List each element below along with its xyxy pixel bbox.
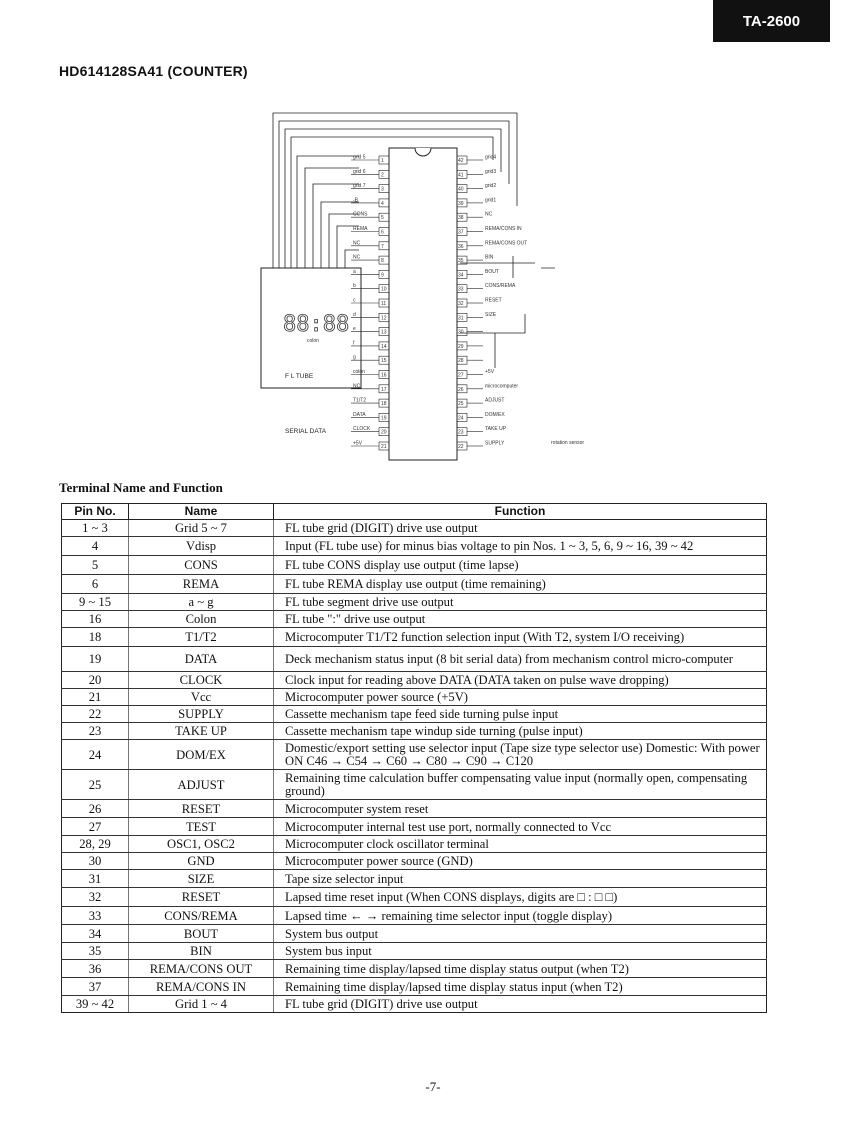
cell-function: FL tube CONS display use output (time lapse) [274, 556, 767, 575]
pin-number: 18 [381, 401, 387, 408]
table-row [62, 818, 767, 836]
cell-name: BOUT [129, 925, 274, 943]
cell-function: Cassette mechanism tape windup side turning (pulse input) [274, 723, 767, 740]
left-pin-2 [351, 169, 389, 179]
pin-label: g [353, 354, 356, 361]
cell-function: Deck mechanism status input (8 bit serial data) from mechanism control micro-computer [274, 647, 767, 672]
pin-number: 25 [458, 401, 464, 408]
right-pin-34 [457, 269, 499, 279]
pin-number: 31 [458, 315, 464, 322]
left-pin-6 [351, 226, 389, 236]
cell-name: BIN [129, 943, 274, 960]
pin-label: -B [353, 197, 358, 204]
cell-name: Colon [129, 611, 274, 628]
cell-function: FL tube segment drive use output [274, 594, 767, 611]
cell-pin-no: 25 [62, 770, 129, 800]
terminal-table [61, 503, 767, 1013]
left-pin-3 [351, 183, 389, 193]
left-pin-18 [351, 398, 389, 408]
cell-pin-no: 22 [62, 706, 129, 723]
pin-label: NC [485, 211, 493, 218]
left-pin-4 [351, 197, 389, 207]
right-pin-23 [457, 426, 507, 436]
table-row [62, 706, 767, 723]
cell-name: Vdisp [129, 537, 274, 556]
pin-number: 37 [458, 229, 464, 236]
pin-label: ADJUST [485, 397, 505, 404]
table-row [62, 556, 767, 575]
pin-label: e [353, 326, 356, 333]
table-row [62, 520, 767, 537]
cell-name: ADJUST [129, 770, 274, 800]
cell-name: DATA [129, 647, 274, 672]
cell-function: System bus output [274, 925, 767, 943]
cell-function: Microcomputer system reset [274, 800, 767, 818]
pin-label: grid 5 [353, 154, 366, 161]
left-pin-9 [351, 269, 389, 279]
fl-tube-digits: 88:88 [283, 312, 350, 337]
pin-label: TAKE UP [485, 426, 507, 433]
left-pin-13 [351, 326, 389, 336]
table-row [62, 853, 767, 870]
cell-function: Tape size selector input [274, 870, 767, 888]
pin-label: grid1 [485, 197, 497, 204]
cell-name: RESET [129, 888, 274, 907]
table-row [62, 870, 767, 888]
cell-pin-no: 34 [62, 925, 129, 943]
pin-label: NC [353, 254, 361, 261]
fl-tube-colon-label: colon [307, 338, 319, 344]
cell-function: Cassette mechanism tape feed side turning pulse input [274, 706, 767, 723]
pin-label: T1/T2 [353, 397, 367, 404]
left-pin-19 [351, 412, 389, 422]
right-pin-22 [457, 441, 505, 451]
cell-name: CONS/REMA [129, 907, 274, 925]
left-pin-11 [351, 298, 389, 308]
table-row [62, 723, 767, 740]
pin-label: grid 7 [353, 183, 366, 190]
rotation-sensor-label: rotation sensor [551, 440, 585, 446]
cell-pin-no: 27 [62, 818, 129, 836]
pin-label: colon [353, 369, 365, 375]
left-pin-21 [351, 441, 389, 451]
table-row [62, 960, 767, 978]
right-pin-42 [457, 155, 496, 165]
pin-label: microcomputer [485, 383, 519, 390]
pin-number: 2 [381, 172, 384, 179]
pin-label: BIN [485, 254, 494, 261]
pin-number: 40 [458, 186, 464, 193]
cell-function: Microcomputer internal test use port, normally connected to Vcc [274, 818, 767, 836]
cell-name: REMA/CONS IN [129, 978, 274, 996]
pin-number: 6 [381, 229, 384, 236]
cell-pin-no: 39 ~ 42 [62, 996, 129, 1013]
pin-label: f [353, 340, 355, 347]
cell-name: SUPPLY [129, 706, 274, 723]
pin-label: grid4 [485, 154, 497, 161]
right-pin-30 [457, 328, 483, 336]
right-pin-37 [457, 226, 522, 236]
right-pin-40 [457, 183, 496, 193]
cell-name: CONS [129, 556, 274, 575]
cell-function: FL tube REMA display use output (time remaining) [274, 575, 767, 594]
right-pin-26 [457, 383, 518, 393]
pin-number: 12 [381, 315, 387, 322]
table-row [62, 647, 767, 672]
table-row [62, 996, 767, 1013]
cell-name: Grid 1 ~ 4 [129, 996, 274, 1013]
pin-number: 4 [381, 200, 384, 207]
pin-number: 7 [381, 243, 384, 250]
cell-function: Microcomputer clock oscillator terminal [274, 836, 767, 853]
table-row [62, 594, 767, 611]
cell-function: Microcomputer T1/T2 function selection input (With T2, system I/O receiving) [274, 628, 767, 647]
pin-label: DATA [353, 411, 366, 418]
table-row [62, 888, 767, 907]
cell-pin-no: 36 [62, 960, 129, 978]
pin-label: c [353, 297, 356, 304]
right-pin-41 [457, 169, 496, 179]
left-pin-14 [351, 340, 389, 350]
left-pin-8 [351, 255, 389, 265]
pin-number: 38 [458, 215, 464, 222]
pin-number: 5 [381, 215, 384, 222]
cell-pin-no: 6 [62, 575, 129, 594]
pin-label: RESET [485, 297, 502, 304]
cell-function: Clock input for reading above DATA (DATA taken on pulse wave dropping) [274, 672, 767, 689]
left-pin-12 [351, 312, 389, 322]
table-row [62, 672, 767, 689]
page-number: -7- [425, 1079, 441, 1094]
table-row [62, 907, 767, 925]
pin-number: 35 [458, 258, 464, 265]
pin-label: d [353, 311, 356, 318]
pin-number: 39 [458, 200, 464, 207]
cell-pin-no: 1 ~ 3 [62, 520, 129, 537]
cell-pin-no: 19 [62, 647, 129, 672]
cell-pin-no: 16 [62, 611, 129, 628]
pin-label: REMA/CONS IN [485, 226, 522, 232]
right-pin-33 [457, 283, 516, 293]
right-pin-27 [457, 369, 495, 379]
pin-number: 20 [381, 429, 387, 436]
cell-function: System bus input [274, 943, 767, 960]
cell-pin-no: 21 [62, 689, 129, 706]
table-row [62, 575, 767, 594]
header-name: Name [129, 504, 274, 520]
cell-name: GND [129, 853, 274, 870]
cell-function: FL tube grid (DIGIT) drive use output [274, 996, 767, 1013]
cell-function: Lapsed time reset input (When CONS displays, digits are □ : □ □) [274, 888, 767, 907]
header-function: Function [274, 504, 767, 520]
cell-pin-no: 9 ~ 15 [62, 594, 129, 611]
pin-number: 28 [458, 358, 464, 365]
table-row [62, 925, 767, 943]
cell-function: FL tube ":" drive use output [274, 611, 767, 628]
right-pin-24 [457, 412, 505, 422]
pin-label: NC [353, 383, 361, 390]
left-pin-17 [351, 383, 389, 393]
cell-pin-no: 20 [62, 672, 129, 689]
table-header-row [62, 504, 767, 520]
right-pin-32 [457, 298, 502, 308]
pin-number: 41 [458, 172, 464, 179]
cell-pin-no: 33 [62, 907, 129, 925]
cell-name: SIZE [129, 870, 274, 888]
pin-number: 17 [381, 386, 387, 393]
model-badge: TA-2600 [713, 0, 830, 42]
pin-number: 8 [381, 258, 384, 265]
left-pin-1 [351, 155, 389, 165]
table-row [62, 628, 767, 647]
pin-number: 30 [458, 329, 464, 336]
cell-function: Input (FL tube use) for minus bias voltage to pin Nos. 1 ~ 3, 5, 6, 9 ~ 16, 39 ~ 42 [274, 537, 767, 556]
pin-label: NC [353, 240, 361, 247]
right-pin-31 [457, 312, 497, 322]
pin-number: 10 [381, 286, 387, 293]
section-title: Terminal Name and Function [59, 480, 223, 495]
right-pin-36 [457, 240, 527, 250]
pin-label: a [353, 268, 356, 275]
table-row [62, 689, 767, 706]
pin-number: 3 [381, 186, 384, 193]
cell-pin-no: 35 [62, 943, 129, 960]
table-row [62, 978, 767, 996]
pin-number: 9 [381, 272, 384, 279]
cell-pin-no: 30 [62, 853, 129, 870]
cell-pin-no: 23 [62, 723, 129, 740]
pin-number: 23 [458, 429, 464, 436]
table-row [62, 770, 767, 800]
cell-pin-no: 24 [62, 740, 129, 770]
pin-number: 16 [381, 372, 387, 379]
cell-function: Remaining time display/lapsed time display status input (when T2) [274, 978, 767, 996]
cell-pin-no: 5 [62, 556, 129, 575]
cell-pin-no: 37 [62, 978, 129, 996]
pin-number: 1 [381, 158, 384, 164]
pin-label: +5V [485, 369, 495, 375]
pin-number: 13 [381, 329, 387, 336]
table-row [62, 611, 767, 628]
cell-pin-no: 26 [62, 800, 129, 818]
pin-label: SUPPLY [485, 440, 505, 447]
page-title: HD614128SA41 (COUNTER) [59, 63, 248, 79]
pin-number: 21 [381, 444, 387, 450]
left-pin-7 [351, 240, 389, 250]
cell-pin-no: 28, 29 [62, 836, 129, 853]
pin-label: grid2 [485, 183, 497, 190]
pin-label: grid3 [485, 168, 497, 175]
table-row [62, 800, 767, 818]
cell-name: OSC1, OSC2 [129, 836, 274, 853]
left-pin-15 [351, 355, 389, 365]
header-pin-no: Pin No. [62, 504, 129, 520]
cell-name: REMA [129, 575, 274, 594]
cell-name: RESET [129, 800, 274, 818]
pin-number: 15 [381, 358, 387, 365]
cell-name: REMA/CONS OUT [129, 960, 274, 978]
pin-number: 33 [458, 286, 464, 293]
left-pin-16 [351, 369, 389, 379]
cell-name: a ~ g [129, 594, 274, 611]
pin-number: 19 [381, 415, 387, 422]
cell-function: Remaining time calculation buffer compensating value input (normally open, compensating ground) [274, 770, 767, 800]
pin-number: 27 [458, 372, 464, 379]
cell-function: Microcomputer power source (GND) [274, 853, 767, 870]
right-pin-25 [457, 398, 504, 408]
cell-function: FL tube grid (DIGIT) drive use output [274, 520, 767, 537]
pin-label: BOUT [485, 268, 499, 275]
right-pin-38 [457, 212, 493, 222]
right-pin-39 [457, 197, 496, 207]
cell-name: TEST [129, 818, 274, 836]
cell-function: Domestic/export setting use selector input (Tape size type selector use) Domestic: With power ON C46 → C54 → C60 → C80 → C90 → C120 [274, 740, 767, 770]
pin-number: 26 [458, 386, 464, 393]
ic-body [389, 148, 457, 460]
pin-number: 24 [458, 415, 464, 422]
cell-pin-no: 4 [62, 537, 129, 556]
pin-number: 42 [458, 158, 464, 164]
pin-number: 14 [381, 343, 387, 350]
pin-label: REMA [353, 226, 368, 232]
cell-name: CLOCK [129, 672, 274, 689]
pin-number: 22 [458, 444, 464, 450]
cell-function: Microcomputer power source (+5V) [274, 689, 767, 706]
right-pin-28 [457, 356, 483, 364]
pin-label: grid 6 [353, 168, 366, 175]
serial-data-label: SERIAL DATA [285, 428, 327, 435]
cell-name: T1/T2 [129, 628, 274, 647]
cell-function: Lapsed time ← → remaining time selector input (toggle display) [274, 907, 767, 925]
left-pin-20 [351, 426, 389, 436]
table-row [62, 943, 767, 960]
cell-name: Vcc [129, 689, 274, 706]
cell-name: TAKE UP [129, 723, 274, 740]
table-row [62, 740, 767, 770]
pin-number: 29 [458, 343, 464, 350]
table-row [62, 836, 767, 853]
pin-label: CLOCK [353, 426, 371, 433]
pin-number: 32 [458, 301, 464, 307]
right-pin-29 [457, 342, 483, 350]
table-row [62, 537, 767, 556]
pin-label: CONS [353, 211, 368, 218]
left-pin-10 [351, 283, 389, 293]
counter-schematic [255, 108, 595, 468]
cell-name: Grid 5 ~ 7 [129, 520, 274, 537]
fl-tube-label: F L TUBE [285, 373, 314, 380]
pin-label: REMA/CONS OUT [485, 240, 528, 247]
pin-number: 11 [381, 301, 387, 307]
pin-label: b [353, 283, 356, 290]
cell-function: Remaining time display/lapsed time display status output (when T2) [274, 960, 767, 978]
pin-number: 34 [458, 272, 464, 279]
pin-label: +5V [353, 440, 363, 447]
cell-pin-no: 18 [62, 628, 129, 647]
left-pin-5 [351, 212, 389, 222]
pin-label: CONS/REMA [485, 283, 516, 290]
cell-pin-no: 32 [62, 888, 129, 907]
pin-label: DOM/EX [485, 411, 505, 418]
cell-pin-no: 31 [62, 870, 129, 888]
pin-number: 36 [458, 243, 464, 250]
cell-name: DOM/EX [129, 740, 274, 770]
pin-label: SIZE [485, 311, 497, 318]
